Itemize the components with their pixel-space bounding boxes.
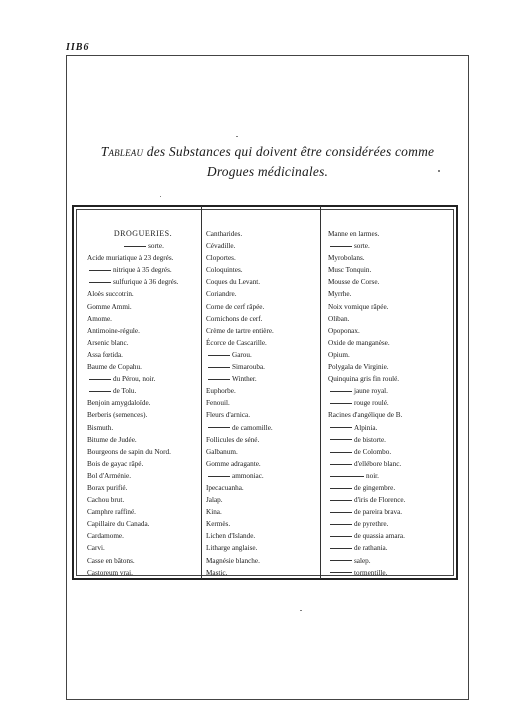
table-entry (206, 325, 318, 337)
entry-text: Assa fœtida. (87, 350, 123, 359)
entry-text: Amome. (87, 314, 112, 323)
entry-text: Écorce de Cascarille. (206, 338, 267, 347)
entry-text: de gingembre. (354, 483, 396, 492)
table-entry (328, 313, 452, 325)
table-entry (206, 506, 318, 518)
entry-text: Mastic. (206, 568, 228, 577)
table-entry (206, 494, 318, 506)
ditto-dash (208, 379, 230, 380)
ditto-dash (330, 464, 352, 465)
table-entry (206, 422, 318, 434)
entry-text: Antimoine-régule. (87, 326, 140, 335)
table-entry (206, 530, 318, 542)
table-entry (328, 518, 452, 530)
entry-text: Borax purifié. (87, 483, 128, 492)
entry-text: Manne en larmes. (328, 230, 380, 238)
entry-text: Simarouba. (232, 363, 265, 372)
entry-text: d'ellébore blanc. (354, 459, 402, 468)
table-entry (328, 228, 452, 240)
entry-text: de Colombo. (354, 447, 392, 456)
table-entry (328, 325, 452, 337)
entry-text: de rathania. (354, 544, 388, 553)
ditto-dash (330, 512, 352, 513)
entry-text: Euphorbe. (206, 387, 236, 396)
entry-text: d'iris de Florence. (354, 496, 406, 505)
column-divider-2 (320, 206, 321, 579)
table-entry (87, 276, 199, 288)
table-entry (206, 349, 318, 361)
table-entry (328, 446, 452, 458)
ditto-dash (330, 524, 352, 525)
table-entry (328, 506, 452, 518)
ditto-dash (330, 500, 352, 501)
entry-text: tormentille. (354, 568, 388, 577)
table-entry (328, 337, 452, 349)
table-entry (206, 313, 318, 325)
table-entry (206, 409, 318, 421)
entry-text: Capillaire du Canada. (87, 520, 150, 529)
entry-text: Winther. (232, 375, 257, 384)
column-right (328, 228, 452, 579)
title-line-2: Drogues médicinales. (206, 164, 329, 179)
entry-text: Cachou brut. (87, 496, 125, 505)
table-entry (206, 228, 318, 240)
scan-speck (160, 196, 161, 197)
entry-text: Casse en bâtons. (87, 556, 135, 565)
table-entry (206, 240, 318, 252)
ditto-dash (208, 355, 230, 356)
ditto-dash (330, 246, 352, 247)
table-entry (206, 264, 318, 276)
entry-text: Gomme adragante. (206, 459, 261, 468)
ditto-dash (330, 427, 352, 428)
table-entry (206, 555, 318, 567)
ditto-dash (330, 572, 352, 573)
entry-text: rouge roulé. (354, 399, 389, 408)
table-entry (206, 397, 318, 409)
table-entry (328, 434, 452, 446)
table-entry (87, 542, 199, 554)
entry-text: de quassia amara. (354, 532, 405, 541)
entry-text: DROGUERIES. (113, 229, 173, 238)
entry-text: Gomme Ammi. (87, 302, 132, 311)
entry-text: Cardamome. (87, 532, 124, 541)
entry-text: Cornichons de cerf. (206, 314, 263, 323)
entry-text: Berberis (semences). (87, 411, 148, 420)
entry-text: de bistorte. (354, 435, 386, 444)
table-entry (87, 530, 199, 542)
table-entry (328, 385, 452, 397)
ditto-dash (208, 476, 230, 477)
ditto-dash (330, 439, 352, 440)
entry-text: Myrrhe. (328, 290, 352, 299)
ditto-dash (124, 246, 146, 247)
table-entry (328, 555, 452, 567)
entry-text: Mousse de Corse. (328, 278, 380, 287)
table-entry (87, 301, 199, 313)
scan-speck (438, 170, 440, 172)
entry-text: Castoreum vrai. (87, 568, 133, 577)
table-entry (328, 288, 452, 300)
table-entry (87, 288, 199, 300)
table-entry (206, 446, 318, 458)
table-entry (206, 252, 318, 264)
entry-text: noir. (366, 471, 379, 480)
table-entry (87, 555, 199, 567)
entry-text: Racines d'angélique de B. (328, 411, 403, 420)
ditto-dash (330, 403, 352, 404)
entry-text: jaune royal. (354, 387, 388, 396)
entry-text: Cévadille. (206, 242, 236, 251)
table-entry (87, 240, 199, 252)
column-left (87, 228, 199, 579)
ditto-dash (89, 282, 111, 283)
entry-text: Ipecacuanha. (206, 483, 244, 492)
entry-text: Magnésie blanche. (206, 556, 260, 565)
entry-text: Camphre raffiné. (87, 508, 136, 517)
entry-text: de pareira brava. (354, 508, 403, 517)
entry-text: Quinquina gris fin roulé. (328, 375, 400, 384)
table-entry (328, 494, 452, 506)
entry-text: Baume de Copahu. (87, 363, 142, 372)
entry-text: ammoniac. (232, 471, 264, 480)
entry-text: Cloportes. (206, 254, 236, 263)
entry-text: Coriandre. (206, 290, 237, 299)
table-entry (87, 397, 199, 409)
table-entry (328, 264, 452, 276)
entry-text: Benjoin amygdaloïde. (87, 399, 151, 408)
entry-text: nitrique à 35 degrés. (113, 266, 172, 275)
entry-text: Bitume de Judée. (87, 435, 137, 444)
table-entry (87, 458, 199, 470)
table-entry (206, 482, 318, 494)
table-entry (87, 518, 199, 530)
ditto-dash (330, 476, 364, 477)
entry-text: Coques du Levant. (206, 278, 261, 287)
table-entry (328, 397, 452, 409)
ditto-dash (330, 536, 352, 537)
table-entry (328, 542, 452, 554)
table-entry (87, 506, 199, 518)
table-entry (87, 252, 199, 264)
entry-text: de pyrethre. (354, 520, 389, 529)
column-middle (206, 228, 318, 579)
ditto-dash (89, 391, 111, 392)
entry-text: de Tolu. (113, 387, 137, 396)
table-entry (206, 288, 318, 300)
table-entry (87, 337, 199, 349)
entry-text: Litharge anglaise. (206, 544, 258, 553)
entry-text: Noix vomique râpée. (328, 302, 389, 311)
entry-text: Corne de cerf râpée. (206, 302, 265, 311)
entry-text: Cantharides. (206, 230, 243, 238)
entry-text: sorte. (148, 242, 164, 251)
entry-text: Opium. (328, 350, 350, 359)
table-entry (206, 385, 318, 397)
table-entry (87, 470, 199, 482)
table-entry (206, 470, 318, 482)
table-entry (328, 530, 452, 542)
entry-text: Lichen d'Islande. (206, 532, 256, 541)
scan-speck (300, 610, 302, 611)
table-entry (206, 542, 318, 554)
table-entry (328, 422, 452, 434)
table-entry (206, 458, 318, 470)
table-entry (328, 458, 452, 470)
ditto-dash (89, 270, 111, 271)
table-entry (328, 240, 452, 252)
table-entry (206, 567, 318, 579)
table-entry (328, 252, 452, 264)
title-line-1-rest: des Substances qui doivent être considérées comme (143, 144, 435, 159)
page-reference: IIB6 (66, 42, 90, 53)
table-entry (328, 361, 452, 373)
table-entry (87, 446, 199, 458)
ditto-dash (330, 548, 352, 549)
entry-text: Opoponax. (328, 326, 360, 335)
entry-text: Coloquintes. (206, 266, 243, 275)
entry-text: Crème de tartre entière. (206, 326, 274, 335)
table-entry (87, 567, 199, 579)
table-entry (87, 482, 199, 494)
entry-text: Carvi. (87, 544, 105, 553)
scan-speck (236, 136, 238, 137)
entry-text: sorte. (354, 242, 370, 251)
title-line-1 (70, 142, 465, 162)
entry-text: Arsenic blanc. (87, 338, 129, 347)
ditto-dash (208, 367, 230, 368)
table-entry (87, 373, 199, 385)
table-entry (87, 361, 199, 373)
table-entry (87, 228, 199, 240)
ditto-dash (330, 560, 352, 561)
table-entry (328, 301, 452, 313)
entry-text: Jalap. (206, 496, 223, 505)
entry-text: Oliban. (328, 314, 350, 323)
table-entry (87, 409, 199, 421)
table-entry (206, 361, 318, 373)
ditto-dash (330, 391, 352, 392)
table-entry (206, 434, 318, 446)
table-entry (328, 470, 452, 482)
entry-text: Fenouil. (206, 399, 230, 408)
entry-text: salep. (354, 556, 371, 565)
table-entry (328, 567, 452, 579)
table-entry (328, 276, 452, 288)
page-title (70, 142, 465, 182)
table-entry (328, 482, 452, 494)
table-entry (206, 518, 318, 530)
entry-text: Bourgeons de sapin du Nord. (87, 447, 171, 456)
entry-text: Polygala de Virginie. (328, 363, 389, 372)
table-entry (87, 264, 199, 276)
table-entry (206, 373, 318, 385)
entry-text: Aloès succotrin. (87, 290, 134, 299)
table-entry (87, 325, 199, 337)
entry-text: Alpinia. (354, 423, 378, 432)
title-prefix: Tableau (100, 144, 144, 159)
table-entry (87, 385, 199, 397)
entry-text: Fleurs d'arnica. (206, 411, 251, 420)
entry-text: sulfurique à 36 degrés. (113, 278, 179, 287)
entry-text: Bismuth. (87, 423, 114, 432)
table-entry (87, 494, 199, 506)
entry-text: Myrobolans. (328, 254, 365, 263)
entry-text: Follicules de séné. (206, 435, 260, 444)
entry-text: Acide muriatique à 23 degrés. (87, 254, 174, 263)
entry-text: Musc Tonquin. (328, 266, 372, 275)
entry-text: du Pérou, noir. (113, 375, 156, 384)
entry-text: Kina. (206, 508, 222, 517)
ditto-dash (330, 488, 352, 489)
entry-text: Bois de gayac râpé. (87, 459, 144, 468)
table-entry (87, 313, 199, 325)
table-entry (328, 409, 452, 421)
entry-text: Garou. (232, 350, 252, 359)
table-entry (328, 373, 452, 385)
column-divider-1 (201, 206, 202, 579)
entry-text: de camomille. (232, 423, 273, 432)
table-entry (87, 422, 199, 434)
ditto-dash (89, 379, 111, 380)
table-entry (328, 349, 452, 361)
table-entry (206, 276, 318, 288)
entry-text: Kermès. (206, 520, 231, 529)
entry-text: Bol d'Arménie. (87, 471, 132, 480)
table-entry (87, 349, 199, 361)
table-entry (206, 337, 318, 349)
entry-text: Oxide de manganèse. (328, 338, 390, 347)
ditto-dash (330, 452, 352, 453)
table-entry (206, 301, 318, 313)
table-entry (87, 434, 199, 446)
ditto-dash (208, 427, 230, 428)
entry-text: Galbanum. (206, 447, 238, 456)
